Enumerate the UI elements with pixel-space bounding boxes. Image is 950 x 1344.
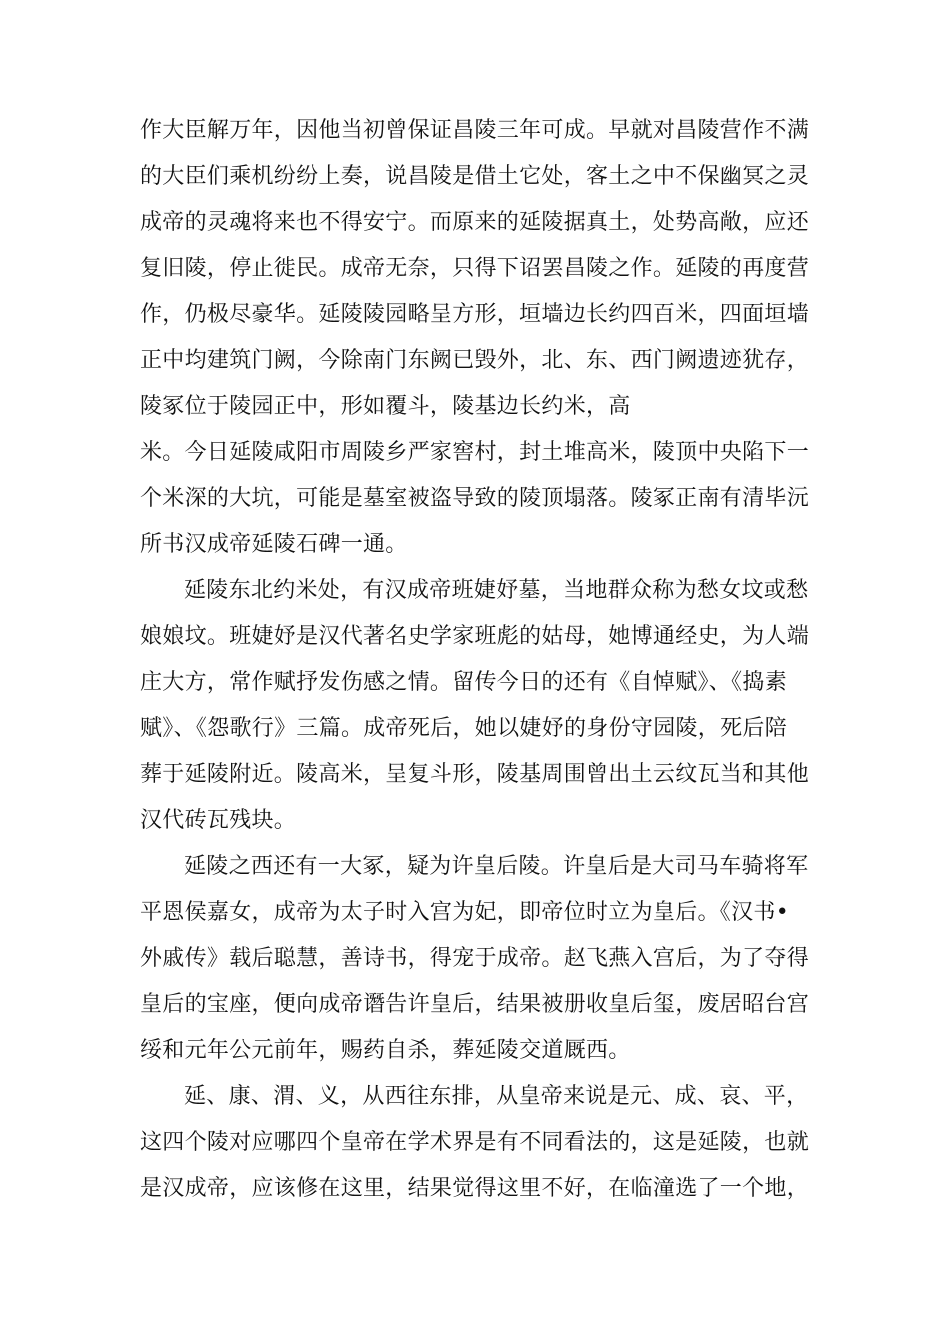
text-line: 这四个陵对应哪四个皇帝在学术界是有不同看法的，这是延陵，也就 (140, 1130, 810, 1155)
text-line: 葬于延陵附近。陵高米，呈复斗形，陵基周围曾出土云纹瓦当和其他 (140, 762, 810, 787)
text-line: 作，仍极尽豪华。延陵陵园略呈方形，垣墙边长约四百米，四面垣墙 (140, 302, 810, 327)
text-line: 外戚传》载后聪慧，善诗书，得宠于成帝。赵飞燕入宫后，为了夺得 (140, 946, 810, 971)
text-line: 汉代砖瓦残块。 (140, 808, 297, 833)
paragraph-first-line: 延、康、渭、义，从西往东排，从皇帝来说是元、成、哀、平， (184, 1084, 809, 1109)
body-text (140, 108, 818, 1212)
paragraph-first-line: 延陵东北约米处，有汉成帝班婕妤墓，当地群众称为愁女坟或愁 (184, 578, 809, 603)
text-line: 作大臣解万年，因他当初曾保证昌陵三年可成。早就对昌陵营作不满 (140, 118, 810, 143)
text-line: 的大臣们乘机纷纷上奏，说昌陵是借土它处，客土之中不保幽冥之灵 (140, 164, 810, 189)
text-line: 个米深的大坑，可能是墓室被盗导致的陵顶塌落。陵冢正南有清毕沅 (140, 486, 810, 511)
text-line: 赋》、《怨歌行》三篇。成帝死后，她以婕妤的身份守园陵，死后陪 (140, 716, 788, 741)
text-line: 米。今日延陵咸阳市周陵乡严家窖村，封土堆高米，陵顶中央陷下一 (140, 440, 810, 465)
text-line: 是汉成帝，应该修在这里，结果觉得这里不好，在临潼选了一个地， (140, 1176, 810, 1201)
text-line: 绥和元年公元前年，赐药自杀，葬延陵交道厩西。 (140, 1038, 631, 1063)
text-line: 复旧陵，停止徙民。成帝无奈，只得下诏罢昌陵之作。延陵的再度营 (140, 256, 810, 281)
text-line: 所书汉成帝延陵石碑一通。 (140, 532, 408, 557)
text-line: 皇后的宝座，便向成帝谮告许皇后，结果被册收皇后玺，废居昭台宫 (140, 992, 810, 1017)
paragraph-first-line: 延陵之西还有一大冢，疑为许皇后陵。许皇后是大司马车骑将军 (184, 854, 809, 879)
text-line: 陵冢位于陵园正中，形如覆斗，陵基边长约米，高 (140, 394, 631, 419)
text-line: 庄大方，常作赋抒发伤感之情。留传今日的还有《自悼赋》、《捣素 (140, 670, 788, 695)
text-line: 平恩侯嘉女，成帝为太子时入宫为妃，即帝位时立为皇后。《汉书• (140, 900, 789, 925)
text-line: 正中均建筑门阙，今除南门东阙已毁外，北、东、西门阙遗迹犹存， (140, 348, 810, 373)
text-line: 成帝的灵魂将来也不得安宁。而原来的延陵据真土，处势高敞，应还 (140, 210, 810, 235)
text-line: 娘娘坟。班婕妤是汉代著名史学家班彪的姑母，她博通经史，为人端 (140, 624, 810, 649)
